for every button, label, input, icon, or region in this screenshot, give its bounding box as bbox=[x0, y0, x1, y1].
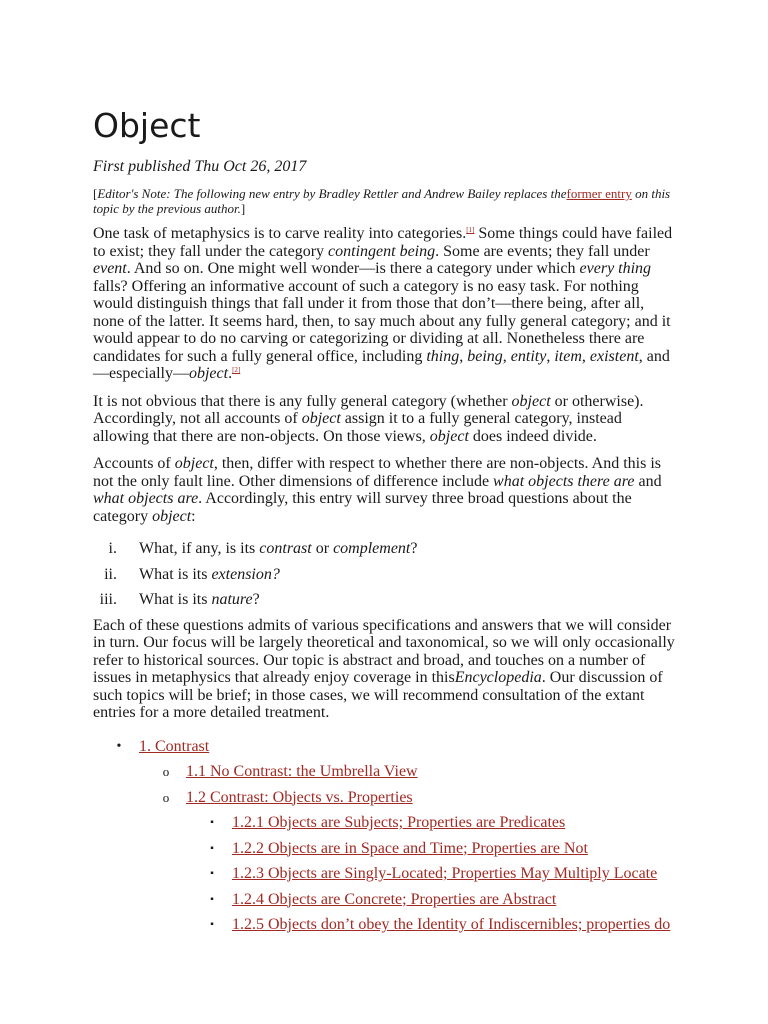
text-run: ? bbox=[252, 591, 260, 608]
emphasis: contrast bbox=[259, 540, 312, 557]
text-run: ? bbox=[410, 540, 418, 557]
paragraph-3 bbox=[93, 455, 676, 525]
text-run: It is not obvious that there is any fully general category (whether bbox=[93, 392, 512, 410]
list-item bbox=[93, 540, 676, 558]
emphasis: contingent being bbox=[328, 242, 436, 260]
toc-link[interactable]: 1. Contrast bbox=[139, 737, 210, 755]
emphasis: complement bbox=[333, 540, 411, 557]
emphasis: entity bbox=[510, 347, 547, 365]
toc-link[interactable]: 1.1 No Contrast: the Umbrella View bbox=[186, 763, 418, 780]
text-run: What, if any, is its bbox=[139, 540, 260, 557]
toc-item bbox=[93, 865, 676, 883]
note-close-bracket: ] bbox=[240, 201, 246, 216]
emphasis: object bbox=[301, 410, 341, 427]
toc-item bbox=[93, 763, 676, 781]
emphasis: nature bbox=[211, 591, 253, 608]
table-of-contents bbox=[93, 738, 676, 935]
text-run: or otherwise). Accordingly, not all accounts of bbox=[93, 392, 644, 427]
toc-link[interactable]: 1.2.2 Objects are in Space and Time; Properties are Not bbox=[232, 839, 588, 857]
publication-date: First published Thu Oct 26, 2017 bbox=[93, 158, 307, 175]
list-item bbox=[93, 591, 676, 609]
text-run: Some things could have failed to exist; they fall under the category bbox=[93, 225, 673, 260]
text-run: , bbox=[502, 347, 511, 365]
text-run: , then, differ with respect to whether there are non-objects. And this is not the only fault line. Other dimensions of difference include bbox=[93, 455, 661, 490]
bullet-circle-icon: o bbox=[162, 789, 170, 805]
emphasis: thing bbox=[426, 347, 460, 365]
toc-item bbox=[93, 814, 676, 832]
bullet-square-icon: ▪ bbox=[210, 919, 214, 930]
editor-note bbox=[93, 186, 676, 216]
emphasis: object bbox=[188, 365, 229, 382]
toc-item bbox=[93, 891, 676, 909]
text-run: does indeed divide. bbox=[468, 427, 597, 445]
text-run: . Our discussion of such topics will be brief; in those cases, we will recommend consultation of the extant entries for a more detailed treatment. bbox=[93, 669, 663, 721]
paragraph-2 bbox=[93, 393, 676, 446]
toc-item bbox=[93, 789, 676, 807]
text-run: , bbox=[459, 347, 468, 365]
article bbox=[93, 104, 676, 942]
emphasis: what objects are bbox=[93, 490, 199, 507]
bullet-square-icon: ▪ bbox=[210, 842, 214, 854]
paragraph-1 bbox=[93, 225, 676, 383]
footnote-2-link[interactable]: [2] bbox=[232, 366, 241, 374]
text-run: One task of metaphysics is to carve reality into categories. bbox=[93, 225, 467, 242]
list-number: i. bbox=[108, 540, 117, 557]
text-run: and bbox=[634, 472, 662, 490]
toc-item bbox=[93, 840, 676, 858]
text-run: . Some are events; they fall under bbox=[435, 242, 650, 260]
text-run: : bbox=[191, 507, 196, 525]
toc-link[interactable]: 1.2.5 Objects don’t obey the Identity of Indiscernibles; properties do bbox=[232, 916, 671, 933]
note-open-bracket: [ bbox=[93, 186, 98, 201]
question-list bbox=[93, 540, 676, 609]
text-run: What is its bbox=[139, 591, 212, 608]
paragraph-4 bbox=[93, 617, 676, 722]
text-run: . Accordingly, this entry will survey three broad questions about the category bbox=[93, 490, 632, 525]
bullet-square-icon: ▪ bbox=[210, 868, 214, 879]
text-run: , bbox=[581, 347, 590, 365]
former-entry-link[interactable]: former entry bbox=[566, 186, 632, 201]
list-item bbox=[93, 566, 676, 584]
text-run: falls? Offering an informative account of such a category is no easy task. For nothing would distinguish things that fall under it from those that don’t—there being, after all, none of the latter. It seems hard, then, to say much about any fully general category; and it would appear to do no carving or categorizing or dividing at all. Nonetheless there are candidates for such a fully general office, including bbox=[93, 277, 671, 365]
list-number: iii. bbox=[99, 591, 117, 608]
note-text: Editor's Note: The following new entry by Bradley Rettler and Andrew Bailey replaces the bbox=[97, 186, 567, 201]
text-run: Accounts of bbox=[93, 455, 175, 472]
bullet-square-icon: ▪ bbox=[210, 817, 214, 828]
toc-link[interactable]: 1.2.1 Objects are Subjects; Properties are Predicates bbox=[232, 814, 566, 831]
page-title: Object bbox=[93, 106, 201, 145]
emphasis: event bbox=[93, 260, 127, 277]
emphasis: object bbox=[429, 427, 469, 445]
emphasis: extension? bbox=[211, 565, 280, 583]
toc-link[interactable]: 1.2.3 Objects are Singly-Located; Properties May Multiply Locate bbox=[232, 865, 658, 882]
text-run: , and—especially— bbox=[93, 347, 670, 382]
list-number: ii. bbox=[104, 565, 117, 583]
toc-link[interactable]: 1.2.4 Objects are Concrete; Properties are Abstract bbox=[232, 890, 557, 908]
note-text-after: on this topic by the previous author. bbox=[93, 186, 671, 216]
bullet-circle-icon: o bbox=[162, 764, 170, 779]
text-run: assign it to a fully general category, instead allowing that there are non-objects. On those views, bbox=[93, 410, 622, 445]
emphasis: item bbox=[554, 347, 582, 365]
emphasis: being bbox=[467, 347, 503, 365]
text-run: Each of these questions admits of various specifications and answers that we will consider in turn. Our focus will be largely theoretical and taxonomical, so we will only occasionally refer to historical sources. Our topic is abstract and broad, and touches on a number of issues in metaphysics that already enjoy coverage in this bbox=[93, 616, 675, 686]
text-run: , bbox=[546, 347, 555, 365]
text-run: What is its bbox=[139, 565, 212, 583]
toc-item bbox=[93, 738, 676, 756]
emphasis: object bbox=[174, 455, 214, 472]
text-run: or bbox=[311, 540, 334, 557]
text-run: . bbox=[228, 365, 233, 382]
emphasis: object bbox=[511, 392, 551, 410]
toc-link[interactable]: 1.2 Contrast: Objects vs. Properties bbox=[186, 788, 413, 806]
emphasis: Encyclopedia bbox=[454, 669, 542, 686]
footnote-1-link[interactable]: [1] bbox=[466, 226, 475, 234]
text-run: . And so on. One might well wonder—is there a category under which bbox=[126, 260, 580, 277]
emphasis: existent bbox=[589, 347, 639, 365]
emphasis: object bbox=[152, 507, 192, 525]
bullet-disc-icon: • bbox=[116, 738, 122, 754]
emphasis: every thing bbox=[579, 260, 652, 277]
bullet-square-icon: ▪ bbox=[210, 893, 214, 905]
toc-item bbox=[93, 916, 676, 934]
emphasis: what objects there are bbox=[493, 472, 635, 490]
